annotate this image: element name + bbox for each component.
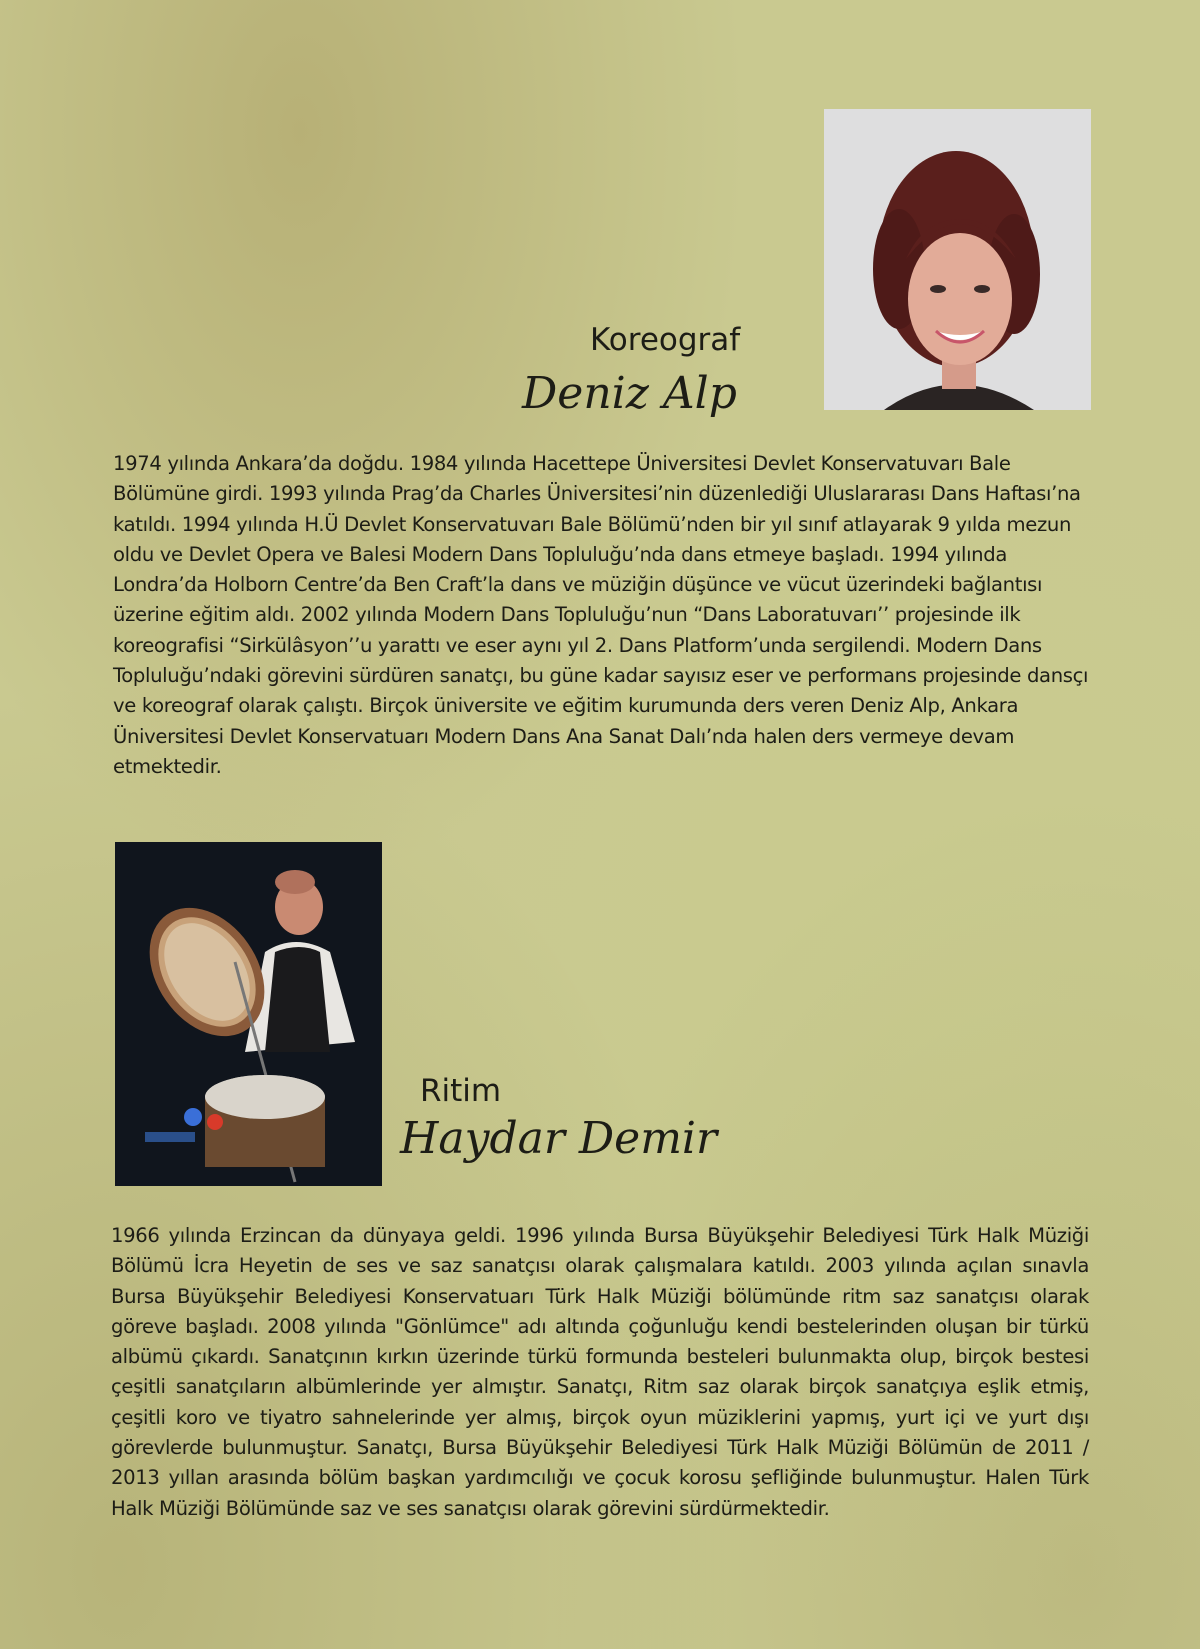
stage-photo-haydar-demir [115, 842, 382, 1186]
profile-role-label: Koreograf [590, 322, 741, 358]
portrait-photo-deniz-alp [824, 109, 1091, 410]
profile-biography: 1974 yılında Ankara’da doğdu. 1984 yılında Hacettepe Üniversitesi Devlet Konservatuvarı Bale Bölümüne girdi. 1993 yılında Prag’da Charles Üniversitesi’nin düzenlediği Uluslararası Dans Haftası’na katıldı. 1994 yılında H.Ü Devlet Konservatuvarı Bale Bölümü’nden bir yıl sınıf atlayarak 9 yılda mezun oldu ve Devlet Opera ve Balesi Modern Dans Topluluğu’nda dans etmeye başladı. 1994 yılında Londra’da Holborn Centre’da Ben Craft’la dans ve müziğin düşünce ve vücut üzerindeki bağlantısı üzerine eğitim aldı. 2002 yılında Modern Dans Topluluğu’nun “Dans Laboratuvarı’’ projesinde ilk koreografisi “Sirkülâsyon’’u yarattı ve eser aynı yıl 2. Dans Platform’unda sergilendi. Modern Dans Topluluğu’ndaki görevini sürdüren sanatçı, bu güne kadar sayısız eser ve performans projesinde dansçı ve koreograf olarak çalıştı. Birçok üniversite ve eğitim kurumunda ders veren Deniz Alp, Ankara Üniversitesi Devlet Konservatuarı Modern Dans Ana Sanat Dalı’nda halen ders vermeye devam etmektedir. [113, 452, 1089, 778]
profile-name-heading: Deniz Alp [522, 368, 737, 419]
profile-biography: 1966 yılında Erzincan da dünyaya geldi. 1996 yılında Bursa Büyükşehir Belediyesi Türk Halk Müziği Bölümü İcra Heyetin de ses ve saz sanatçısı olarak çalışmalara katıldı. 2003 yılında açılan sınavla Bursa Büyükşehir Belediyesi Konservatuarı Türk Halk Müziği bölümünde ritm saz sanatçısı olarak göreve başladı. 2008 yılında "Gönlümce" adı altında çoğunluğu kendi bestelerinden oluşan bir türkü albümü çıkardı. Sanatçının kırkın üzerinde türkü formunda besteleri bulunmakta olup, birçok bestesi çeşitli sanatçıların albümlerinde yer almıştır. Sanatçı, Ritm saz olarak birçok sanatçıya eşlik etmiş, çeşitli koro ve tiyatro sahnelerinde yer almış, birçok oyun müziklerini yapmış, yurt içi ve yurt dışı görevlerde bulunmuştur. Sanatçı, Bursa Büyükşehir Belediyesi Türk Halk Müziği Bölümün de 2011 / 2013 yıllan arasında bölüm başkan yardımcılığı ve çocuk korosu şefliğinde bulunmuştur. Halen Türk Halk Müziği Bölümünde saz ve ses sanatçısı olarak görevini sürdürmektedir. [111, 1224, 1089, 1520]
profile-name-heading: Haydar Demir [400, 1113, 718, 1164]
profile-role-label: Ritim [420, 1073, 502, 1109]
